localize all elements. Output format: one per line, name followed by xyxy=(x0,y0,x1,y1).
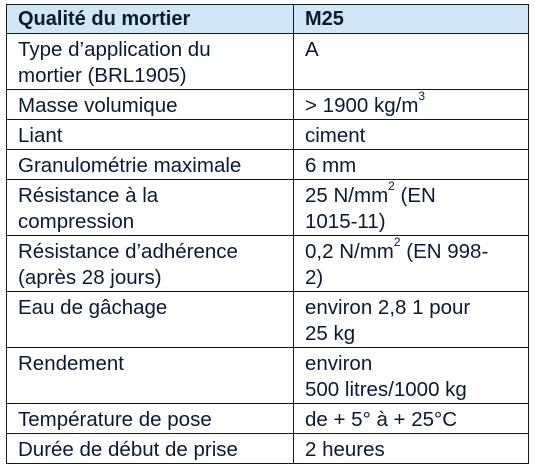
property-cell xyxy=(7,404,294,434)
superscript-text: 2 xyxy=(393,235,401,249)
property-text: Température de pose xyxy=(18,408,212,431)
value-cell xyxy=(294,236,529,292)
table-row xyxy=(7,120,529,150)
value-cell xyxy=(294,150,529,180)
superscript-text: 3 xyxy=(418,89,426,103)
property-text: Liant xyxy=(18,124,63,147)
property-text: Type d’application du xyxy=(18,38,211,61)
value-cell xyxy=(294,180,529,236)
property-text: Rendement xyxy=(18,352,124,375)
value-text: de + 5° à + 25°C xyxy=(305,408,458,431)
table-row xyxy=(7,150,529,180)
property-text: Résistance à la xyxy=(18,184,159,207)
value-line xyxy=(305,235,524,265)
property-cell xyxy=(7,150,294,180)
value-text: environ xyxy=(305,352,373,375)
value-text: 6 mm xyxy=(305,154,357,177)
header-property-cell: Qualité du mortier xyxy=(7,5,294,34)
value-cell xyxy=(294,434,529,464)
value-text: environ 2,8 1 pour xyxy=(305,296,471,319)
value-text: 0,2 N/mm xyxy=(305,240,394,263)
property-cell xyxy=(7,348,294,404)
value-line xyxy=(305,179,524,209)
property-text: (après 28 jours) xyxy=(18,266,162,289)
property-cell xyxy=(7,34,294,90)
value-text: 25 N/mm xyxy=(305,184,389,207)
property-text: Durée de début de prise xyxy=(18,438,238,461)
property-text: Résistance d’adhérence xyxy=(18,240,238,263)
mortar-spec-table xyxy=(6,4,529,464)
value-text: 500 litres/1000 kg xyxy=(305,378,467,401)
value-cell xyxy=(294,90,529,120)
table-row xyxy=(7,34,529,90)
table-row xyxy=(7,348,529,404)
table-row xyxy=(7,90,529,120)
property-text: Masse volumique xyxy=(18,94,178,117)
table-row xyxy=(7,404,529,434)
property-cell xyxy=(7,292,294,348)
value-cell xyxy=(294,292,529,348)
mortar-spec-document xyxy=(6,4,528,464)
property-cell xyxy=(7,180,294,236)
property-cell xyxy=(7,434,294,464)
value-text: A xyxy=(305,38,319,61)
table-row xyxy=(7,236,529,292)
value-cell xyxy=(294,404,529,434)
value-text: (EN xyxy=(394,184,436,207)
property-cell xyxy=(7,90,294,120)
value-text: ciment xyxy=(305,124,366,147)
table-row xyxy=(7,434,529,464)
property-cell xyxy=(7,236,294,292)
value-text: (EN 998- xyxy=(400,240,489,263)
property-text: compression xyxy=(18,210,135,233)
value-cell xyxy=(294,348,529,404)
table-row xyxy=(7,292,529,348)
table-row xyxy=(7,180,529,236)
value-text: 25 kg xyxy=(305,322,356,345)
superscript-text: 2 xyxy=(388,179,395,193)
value-text: 2 heures xyxy=(305,438,385,461)
property-text: Eau de gâchage xyxy=(18,296,168,319)
value-cell xyxy=(294,34,529,90)
table-header-row xyxy=(7,5,529,34)
property-cell xyxy=(7,120,294,150)
header-value-cell: M25 xyxy=(294,5,529,34)
value-text: > 1900 kg/m xyxy=(305,94,419,117)
property-text: mortier (BRL1905) xyxy=(18,64,187,87)
value-text: 1015-11) xyxy=(305,210,386,233)
value-text: 2) xyxy=(305,266,324,289)
value-cell xyxy=(294,120,529,150)
property-text: Granulométrie maximale xyxy=(18,154,242,177)
